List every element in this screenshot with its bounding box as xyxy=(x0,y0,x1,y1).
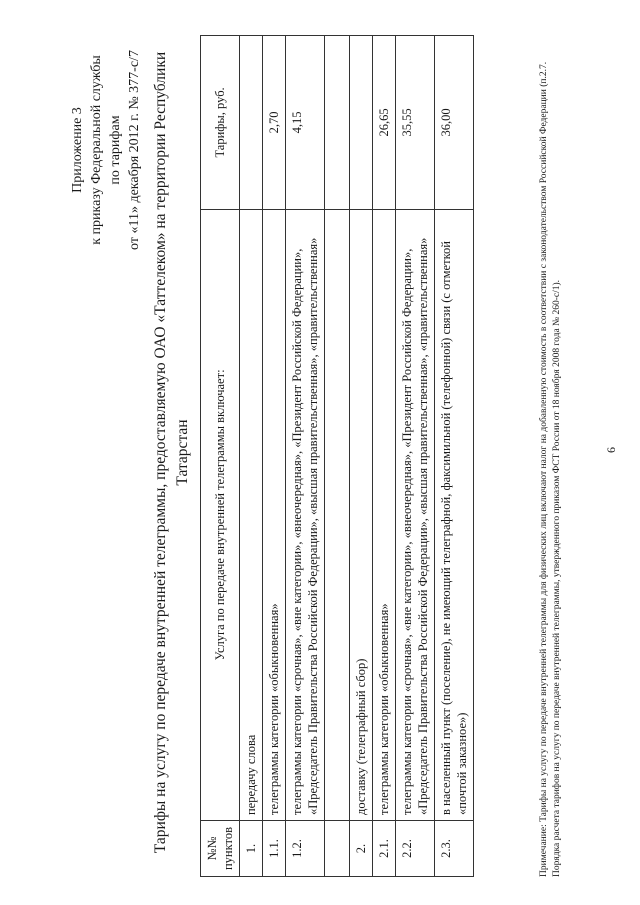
row-tariff xyxy=(240,36,263,210)
header-number: №№ пунктов xyxy=(201,821,240,877)
row-number: 2. xyxy=(350,821,373,877)
row-number: 2.1. xyxy=(373,821,396,877)
row-number: 2.2. xyxy=(396,821,435,877)
row-service: телеграммы категории «срочная», «вне категории», «внеочередная», «Президент Российской Федерации», «Председатель Правительства Российской Федерации», «высшая правительственная», «правительственная» xyxy=(396,209,435,820)
row-service: в населенный пункт (поселение), не имеющий телеграфной, факсимильной (телефонной) связи (с отметкой «почтой заказное») xyxy=(435,209,474,820)
row-tariff: 4,15 xyxy=(286,36,325,210)
appendix-order-ref: к приказу Федеральной службы xyxy=(89,55,104,245)
row-service: телеграммы категории «срочная», «вне категории», «внеочередная», «Президент Российской Федерации», «Председатель Правительства Российской Федерации», «высшая правительственная», «правительственная» xyxy=(286,209,325,820)
row-service: доставку (телеграфный сбор) xyxy=(350,209,373,820)
row-tariff xyxy=(350,36,373,210)
table-row xyxy=(240,36,263,877)
appendix-order-date: от «11» декабря 2012 г. № 377-с/7 xyxy=(127,50,142,250)
table-row xyxy=(396,36,435,877)
tariff-table xyxy=(200,35,474,877)
row-tariff: 35,55 xyxy=(396,36,435,210)
table-row xyxy=(435,36,474,877)
row-number: 1.1. xyxy=(263,821,286,877)
row-tariff: 26,65 xyxy=(373,36,396,210)
table-row xyxy=(263,36,286,877)
row-number: 1. xyxy=(240,821,263,877)
row-number xyxy=(325,821,350,877)
row-service: телеграммы категории «обыкновенная» xyxy=(373,209,396,820)
table-row xyxy=(373,36,396,877)
row-service: передачу слова xyxy=(240,209,263,820)
row-service: телеграммы категории «обыкновенная» xyxy=(263,209,286,820)
appendix-header xyxy=(68,25,144,275)
appendix-agency: по тарифам xyxy=(108,115,123,185)
row-tariff: 2,70 xyxy=(263,36,286,210)
header-tariff: Тарифы, руб. xyxy=(201,36,240,210)
table-row-empty xyxy=(325,36,350,877)
appendix-number: Приложение 3 xyxy=(70,107,85,193)
row-number: 2.3. xyxy=(435,821,474,877)
row-number: 1.2. xyxy=(286,821,325,877)
header-service: Услуга по передаче внутренней телеграммы включает: xyxy=(201,209,240,820)
page-number: 6 xyxy=(604,447,618,453)
row-tariff: 36,00 xyxy=(435,36,474,210)
table-row xyxy=(350,36,373,877)
table-row xyxy=(286,36,325,877)
table-header-row xyxy=(201,36,240,877)
document-title: Тарифы на услугу по передаче внутренней телеграммы, предоставляемую ОАО «Таттелеком» на территории Республики Татарстан xyxy=(152,51,191,854)
row-tariff xyxy=(325,36,350,210)
footnote: Примечание: Тарифы на услугу по передаче внутренней телеграммы для физических лиц включают налог на добавленную стоимость в соответствии с законодательством Российской Федерации (п.2.7. Порядка расчета тарифов на услугу по передаче внутренней телеграммы, утвержденного приказом ФСТ России от 18 ноября 2008 года № 260-с/1). xyxy=(539,61,562,877)
row-service xyxy=(325,209,350,820)
